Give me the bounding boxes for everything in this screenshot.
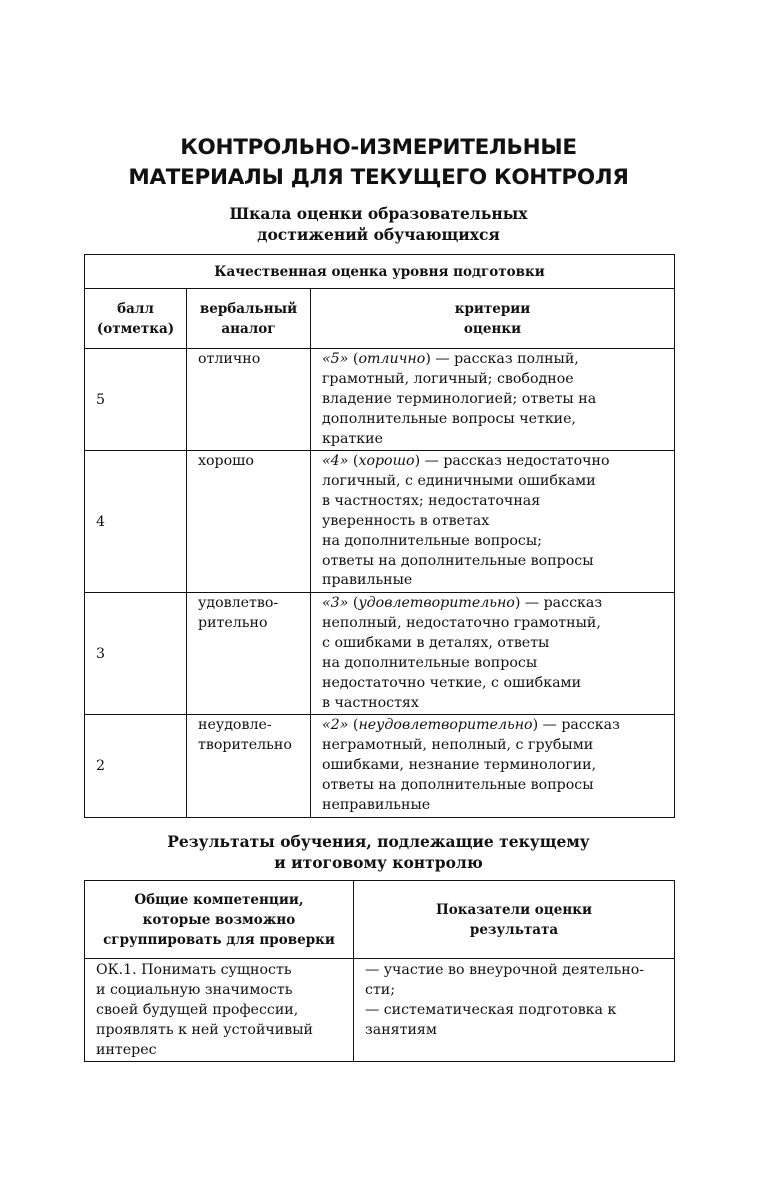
criteria-text: — рассказ неграмотный, неполный, с грубыми ошибками, незнание терминологии, ответы на дополнительные вопросы неправильные — [322, 717, 620, 813]
column-header-verbal: вербальный аналог — [187, 289, 311, 349]
criteria-text: — рассказ недостаточно логичный, с единичными ошибками в частностях; недостаточная уверенность в ответах на дополнительные вопросы; ответы на дополнительные вопросы правильные — [322, 453, 610, 589]
table-header-row — [85, 289, 675, 349]
verbal-cell: отлично — [187, 349, 311, 451]
grade-word: удовлетворительно — [358, 595, 515, 611]
grade-word: неудовлетворительно — [358, 717, 533, 733]
results-section-title: Результаты обучения, подлежащие текущему и итоговому контролю — [167, 832, 590, 872]
table-row — [85, 349, 675, 451]
grade-mark: «3» — [322, 595, 349, 611]
table-row — [85, 593, 675, 715]
column-header-score: балл (отметка) — [85, 289, 187, 349]
criteria-cell: «5» (отлично) — рассказ полный, грамотный, логичный; свободное владение терминологией; ответы на дополнительные вопросы четкие, краткие — [311, 349, 675, 451]
grade-word: отлично — [358, 351, 426, 367]
verbal-cell: неудовле- творительно — [187, 715, 311, 818]
page-title: КОНТРОЛЬНО-ИЗМЕРИТЕЛЬНЫЕ МАТЕРИАЛЫ ДЛЯ ТЕКУЩЕГО КОНТРОЛЯ — [128, 135, 629, 190]
grade-word: хорошо — [358, 453, 415, 469]
verbal-cell: удовлетво- рительно — [187, 593, 311, 715]
score-cell: 2 — [85, 715, 187, 818]
column-header-criteria: критерии оценки — [311, 289, 675, 349]
table-header-row — [85, 881, 675, 959]
grade-mark: «4» — [322, 453, 349, 469]
score-cell: 4 — [85, 451, 187, 593]
column-header-competences: Общие компетенции, которые возможно сгруппировать для проверки — [85, 881, 354, 959]
criteria-text: — рассказ полный, грамотный, логичный; свободное владение терминологией; ответы на дополнительные вопросы четкие, краткие — [322, 351, 597, 447]
competence-cell: ОК.1. Понимать сущность и социальную значимость своей будущей профессии, проявлять к ней устойчивый интерес — [85, 959, 354, 1062]
table-row — [85, 959, 675, 1062]
grading-scale-table — [84, 254, 675, 818]
table-row — [85, 451, 675, 593]
indicators-cell: — участие во внеурочной деятельно- сти; — систематическая подготовка к занятиям — [354, 959, 675, 1062]
criteria-cell: «4» (хорошо) — рассказ недостаточно логичный, с единичными ошибками в частностях; недостаточная уверенность в ответах на дополнительные вопросы; ответы на дополнительные вопросы правильные — [311, 451, 675, 593]
learning-results-table — [84, 880, 675, 1062]
table-header-row — [85, 255, 675, 289]
grade-mark: «5» — [322, 351, 349, 367]
criteria-cell: «2» (неудовлетворительно) — рассказ неграмотный, неполный, с грубыми ошибками, незнание терминологии, ответы на дополнительные вопросы неправильные — [311, 715, 675, 818]
score-cell: 3 — [85, 593, 187, 715]
criteria-text: — рассказ неполный, недостаточно грамотный, с ошибками в деталях, ответы на дополнительные вопросы недостаточно четкие, с ошибками в частностях — [322, 595, 603, 711]
column-header-indicators: Показатели оценки результата — [354, 881, 675, 959]
grade-mark: «2» — [322, 717, 349, 733]
score-cell: 5 — [85, 349, 187, 451]
table-row — [85, 715, 675, 818]
criteria-cell: «3» (удовлетворительно) — рассказ неполный, недостаточно грамотный, с ошибками в деталях, ответы на дополнительные вопросы недостаточно четкие, с ошибками в частностях — [311, 593, 675, 715]
group-header: Качественная оценка уровня подготовки — [85, 255, 675, 289]
verbal-cell: хорошо — [187, 451, 311, 593]
scale-section-title: Шкала оценки образовательных достижений обучающихся — [229, 204, 528, 244]
